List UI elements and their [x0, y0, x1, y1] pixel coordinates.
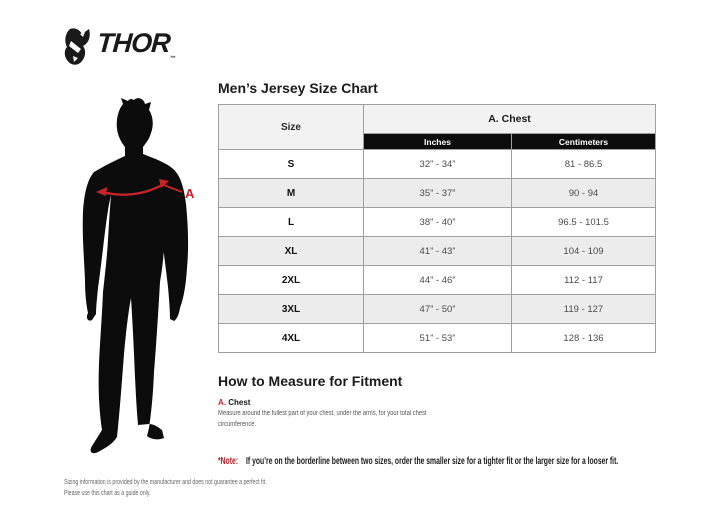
disclaimer-line2: Please use this chart as a guide only. [64, 487, 151, 497]
table-row [219, 208, 656, 237]
centimeters-value: 128 - 136 [512, 324, 656, 353]
size-value: 4XL [219, 324, 364, 353]
centimeters-value: 90 - 94 [512, 179, 656, 208]
inches-value: 35” - 37” [364, 179, 512, 208]
inches-value: 32” - 34” [364, 150, 512, 179]
body-measurement-figure [58, 92, 223, 472]
inches-value: 44” - 46” [364, 266, 512, 295]
column-header-chest: A. Chest [364, 105, 656, 134]
size-value: S [219, 150, 364, 179]
centimeters-value: 119 - 127 [512, 295, 656, 324]
inches-value: 47” - 50” [364, 295, 512, 324]
centimeters-value: 112 - 117 [512, 266, 656, 295]
note-label: *Note: [218, 456, 239, 467]
size-value: L [219, 208, 364, 237]
measure-section-heading: How to Measure for Fitment [218, 373, 403, 389]
body-silhouette [83, 98, 188, 453]
size-value: XL [219, 237, 364, 266]
column-header-centimeters: Centimeters [512, 134, 656, 150]
column-header-inches: Inches [364, 134, 512, 150]
column-header-size: Size [219, 105, 364, 150]
table-row [219, 295, 656, 324]
main-content [218, 81, 718, 467]
measure-item-chest [218, 398, 718, 407]
table-row [219, 179, 656, 208]
brand-name: $THOR_™$ [96, 28, 175, 62]
table-row [219, 237, 656, 266]
measure-item-letter: A. [218, 398, 226, 407]
disclaimer [64, 477, 267, 499]
centimeters-value: 104 - 109 [512, 237, 656, 266]
measure-item-description: Measure around the fullest part of your chest, under the arms, for your total chest circumference. [218, 410, 427, 428]
sizing-note [218, 456, 619, 467]
thor-goat-head-icon [64, 28, 94, 66]
inches-value: 41” - 43” [364, 237, 512, 266]
table-row [219, 150, 656, 179]
measure-item-name: Chest [228, 398, 251, 407]
disclaimer-line1: Sizing information is provided by the manufacturer and does not guarantee a perfect fit. [64, 477, 267, 486]
note-text: If you’re on the borderline between two sizes, order the smaller size for a tighter fit or the larger size for a looser fit. [246, 456, 619, 467]
size-value: 3XL [219, 295, 364, 324]
size-value: M [219, 179, 364, 208]
trademark-symbol: ™ [169, 56, 175, 62]
inches-value: 38” - 40” [364, 208, 512, 237]
size-value: 2XL [219, 266, 364, 295]
page-title: Men’s Jersey Size Chart [218, 80, 378, 96]
centimeters-value: 81 - 86.5 [512, 150, 656, 179]
size-chart-table [218, 104, 656, 353]
table-row [219, 266, 656, 295]
brand-logo [64, 24, 175, 70]
centimeters-value: 96.5 - 101.5 [512, 208, 656, 237]
chest-marker-label: A [185, 186, 195, 201]
table-row [219, 324, 656, 353]
inches-value: 51” - 53” [364, 324, 512, 353]
